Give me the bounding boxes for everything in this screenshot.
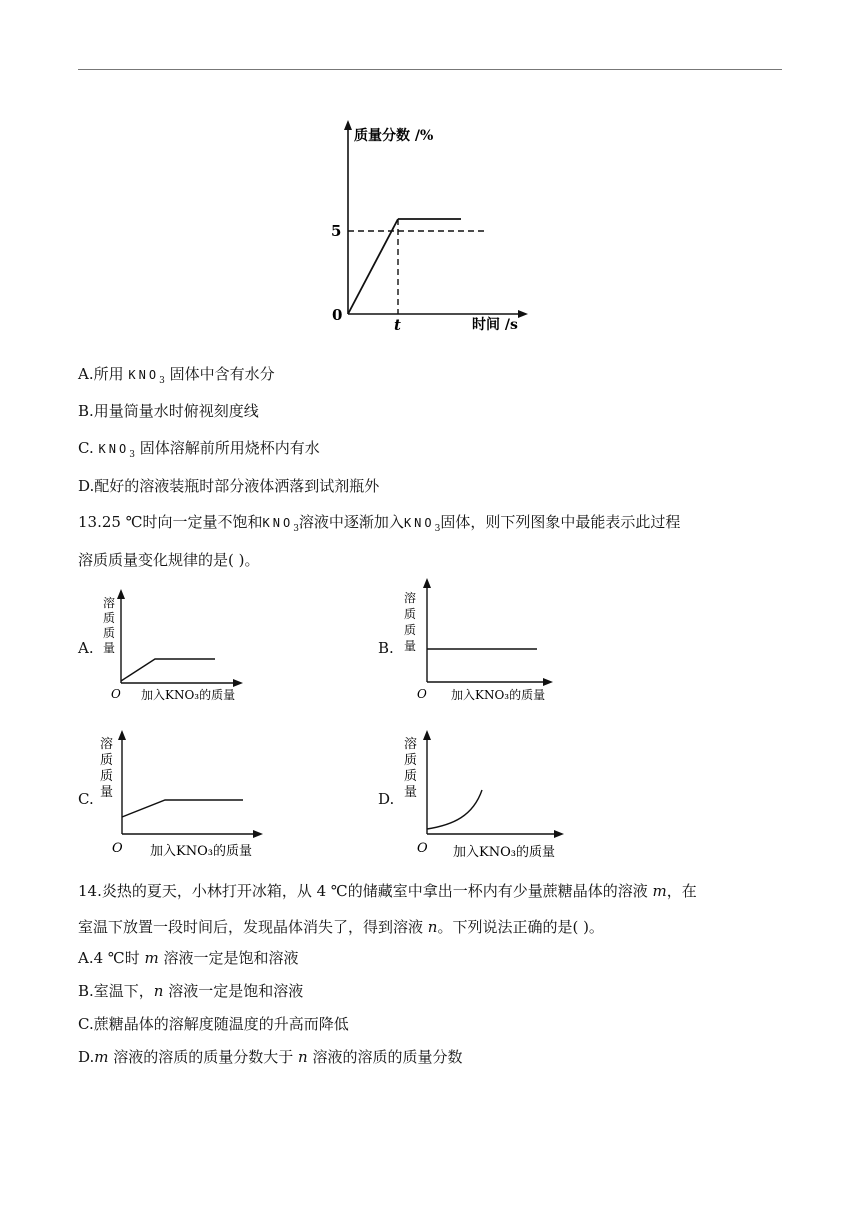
q13-stem-line1: 13.25 ℃时向一定量不饱和$KNO_3$溶液中逐渐加入$KNO_3$固体，则下列图象中最能表示此过程 [78, 513, 681, 534]
x-axis-arrow [518, 310, 528, 318]
svg-text:溶: 溶 [100, 737, 114, 752]
rising-segment [348, 219, 398, 314]
x-axis-label: 时间 /s [472, 317, 518, 333]
q12-option-a: A.所用 $KNO_3$ 固体中含有水分 [78, 365, 275, 386]
y-axis-label: 质量分数 /% [354, 128, 434, 144]
y-tick-5: 5 [331, 222, 342, 240]
svg-text:质: 质 [100, 769, 114, 784]
svg-text:量: 量 [100, 785, 114, 800]
q13-option-a-label: A. [78, 639, 94, 657]
q13-option-c-graph [95, 726, 285, 870]
svg-text:溶: 溶 [404, 737, 418, 752]
svg-text:质: 质 [404, 769, 418, 784]
mass-fraction-graph [320, 118, 540, 342]
q12-option-d: D.配好的溶液装瓶时部分液体洒落到试剂瓶外 [78, 477, 380, 495]
svg-text:溶: 溶 [103, 596, 116, 610]
q13-stem-line2: 溶质质量变化规律的是( )。 [78, 551, 260, 569]
svg-text:溶: 溶 [404, 591, 417, 605]
q14-stem-line1: 14.炎热的夏天，小林打开冰箱，从 4 ℃的储藏室中拿出一杯内有少量蔗糖晶体的溶液 m，在 [78, 882, 697, 900]
q12-option-c: C. $KNO_3$ 固体溶解前所用烧杯内有水 [78, 439, 320, 460]
header-rule [78, 69, 782, 70]
q13-option-d-graph [398, 726, 588, 870]
origin-label: 0 [332, 306, 343, 324]
svg-text:加入KNO₃的质量: 加入KNO₃的质量 [451, 688, 546, 702]
svg-text:量: 量 [404, 785, 418, 800]
q13-option-b-graph [397, 574, 577, 713]
svg-text:O: O [111, 687, 121, 701]
y-axis-arrow [344, 120, 352, 130]
curve-c [122, 800, 243, 817]
q13-option-d-label: D. [378, 790, 395, 808]
q14-stem-line2: 室温下放置一段时间后，发现晶体消失了，得到溶液 n。下列说法正确的是( )。 [78, 918, 604, 936]
curve-a [121, 659, 215, 681]
x-tick-t: t [394, 316, 401, 334]
svg-text:O: O [417, 841, 428, 856]
q14-option-b: B.室温下，n 溶液一定是饱和溶液 [78, 982, 304, 1000]
svg-text:质: 质 [100, 753, 114, 768]
svg-text:O: O [417, 687, 427, 701]
q14-option-c: C.蔗糖晶体的溶解度随温度的升高而降低 [78, 1015, 349, 1033]
q12-option-b: B.用量筒量水时俯视刻度线 [78, 402, 259, 420]
svg-text:量: 量 [404, 639, 417, 653]
svg-text:O: O [112, 841, 123, 856]
q13-option-c-label: C. [78, 790, 94, 808]
svg-text:质: 质 [404, 753, 418, 768]
svg-text:量: 量 [103, 641, 116, 655]
svg-text:加入KNO₃的质量: 加入KNO₃的质量 [453, 845, 555, 860]
svg-text:质: 质 [404, 607, 417, 621]
q13-option-a-graph [95, 585, 265, 714]
svg-text:加入KNO₃的质量: 加入KNO₃的质量 [150, 844, 252, 859]
q14-option-a: A.4 ℃时 m 溶液一定是饱和溶液 [78, 949, 299, 967]
curve-d [427, 790, 482, 829]
svg-text:质: 质 [103, 611, 116, 625]
svg-text:质: 质 [103, 626, 116, 640]
q14-option-d: D.m 溶液的溶质的质量分数大于 n 溶液的溶质的质量分数 [78, 1048, 463, 1066]
svg-text:加入KNO₃的质量: 加入KNO₃的质量 [141, 688, 236, 702]
svg-text:质: 质 [404, 623, 417, 637]
q13-option-b-label: B. [378, 639, 394, 657]
